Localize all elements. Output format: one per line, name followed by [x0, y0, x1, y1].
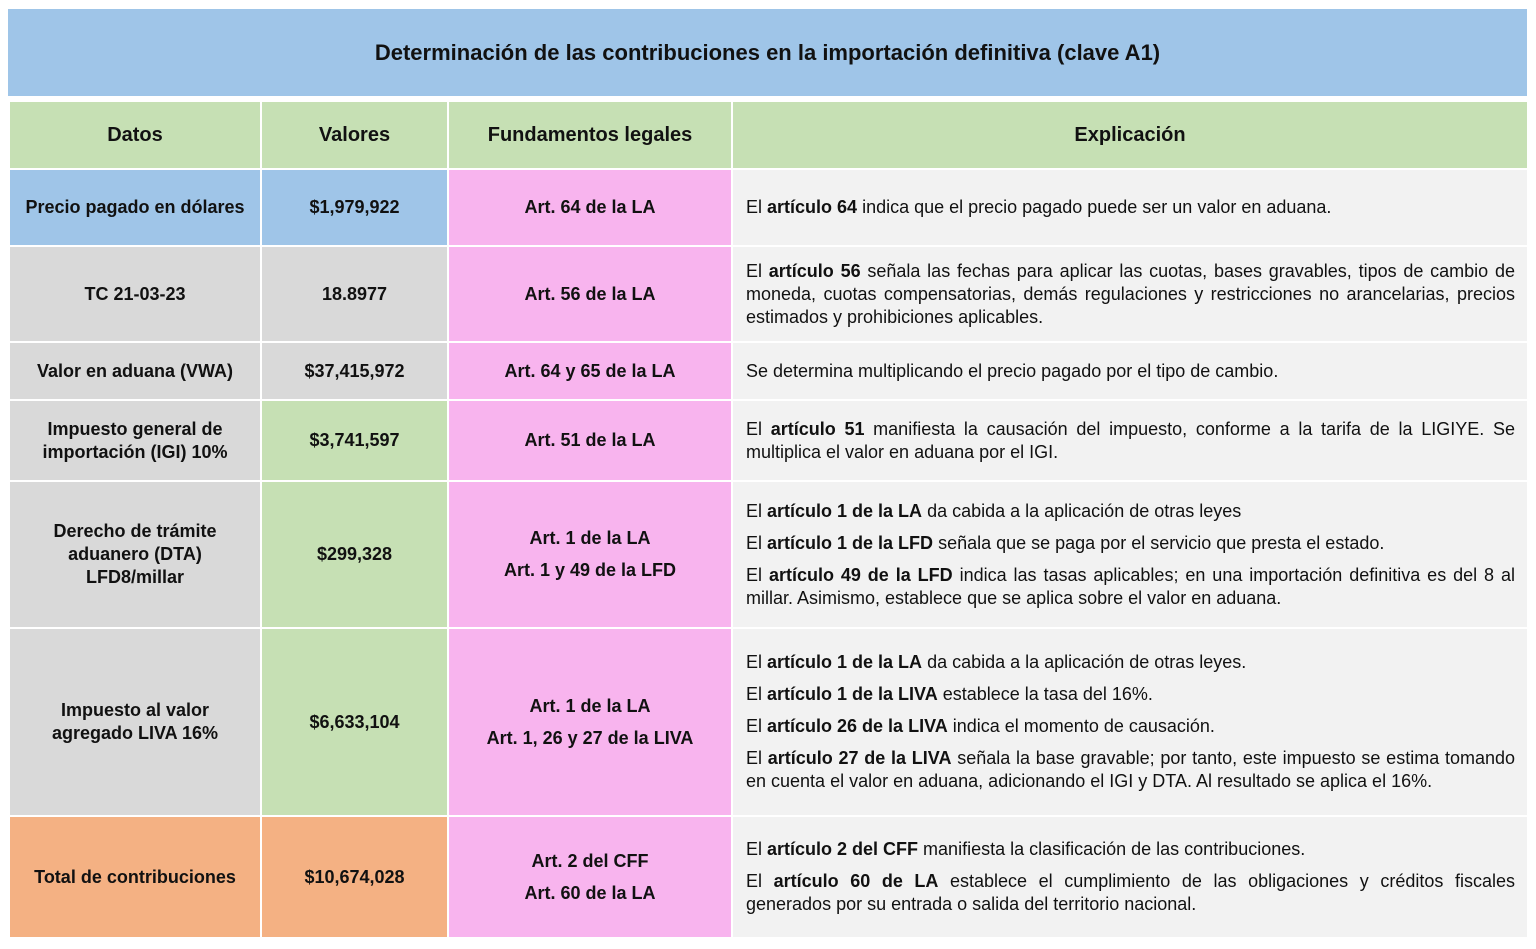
- fundamento-cell: [448, 816, 732, 938]
- valor-cell: $6,633,104: [261, 628, 448, 816]
- fundamento-line: Art. 1, 26 y 27 de la LIVA: [486, 727, 694, 748]
- document-title: Determinación de las contribuciones en la importación definitiva (clave A1): [8, 9, 1527, 100]
- exp-text: manifiesta la causación del impuesto, conforme a la tarifa de la LIGIYE. Se multiplica el valor en aduana por el IGI.: [746, 418, 1515, 462]
- fundamento-line: Art. 2 del CFF: [531, 850, 649, 871]
- explicacion-cell: [732, 481, 1528, 628]
- explicacion-paragraph: [746, 651, 1515, 674]
- fundamento-line: Art. 56 de la LA: [524, 283, 656, 304]
- explicacion-cell: [732, 169, 1528, 246]
- exp-text: El: [746, 532, 768, 553]
- exp-bold: artículo 56: [768, 260, 861, 281]
- fundamento-cell: [448, 169, 732, 246]
- exp-bold: artículo 60 de LA: [773, 871, 939, 891]
- header-valores: Valores: [261, 101, 448, 169]
- valor-cell: $1,979,922: [261, 169, 448, 246]
- explicacion-paragraph: [746, 260, 1515, 329]
- exp-text: Se determina multiplicando el precio pagado por el tipo de cambio.: [746, 360, 1279, 381]
- exp-text: da cabida a la aplicación de otras leyes: [922, 500, 1242, 521]
- exp-text: establece la tasa del 16%.: [937, 684, 1153, 704]
- fundamento-cell: [448, 481, 732, 628]
- explicacion-cell: [732, 400, 1528, 481]
- header-explicacion: Explicación: [732, 101, 1528, 169]
- exp-bold: artículo 64: [767, 197, 858, 217]
- explicacion-cell: [732, 342, 1528, 400]
- exp-bold: artículo 27 de la LIVA: [767, 748, 952, 768]
- explicacion-paragraph: [746, 838, 1515, 861]
- fundamento-cell: [448, 342, 732, 400]
- contributions-table: [8, 100, 1529, 939]
- exp-text: señala la base gravable; por tanto, este impuesto se estima tomando en cuenta el valor en aduana, adicionando el IGI y DTA. Al resultado se aplica el 16%.: [746, 748, 1515, 791]
- dato-cell: Impuesto general de importación (IGI) 10%: [9, 400, 261, 481]
- explicacion-paragraph: [746, 196, 1515, 219]
- exp-text: El: [746, 748, 768, 768]
- explicacion-paragraph: [746, 360, 1515, 383]
- contributions-document: [8, 9, 1527, 939]
- fundamento-line: Art. 64 y 65 de la LA: [504, 360, 676, 381]
- exp-text: El: [746, 652, 768, 672]
- exp-text: El: [746, 260, 769, 281]
- explicacion-paragraph: [746, 418, 1515, 464]
- exp-text: indica las tasas aplicables; en una importación definitiva es del 8 al millar. Asimismo, establece que se aplica sobre el valor en aduana.: [746, 564, 1515, 608]
- dato-cell: Total de contribuciones: [9, 816, 261, 938]
- exp-bold: artículo 26 de la LIVA: [767, 716, 948, 736]
- explicacion-paragraph: [746, 870, 1515, 916]
- header-row: [9, 101, 1528, 169]
- valor-cell: 18.8977: [261, 246, 448, 342]
- explicacion-paragraph: [746, 747, 1515, 793]
- fundamento-line: Art. 60 de la LA: [524, 882, 656, 903]
- exp-text: indica el momento de causación.: [947, 716, 1215, 736]
- dato-cell: TC 21-03-23: [9, 246, 261, 342]
- explicacion-cell: [732, 816, 1528, 938]
- exp-bold: artículo 51: [770, 418, 865, 439]
- table-row: [9, 816, 1528, 938]
- dato-cell: Impuesto al valor agregado LIVA 16%: [9, 628, 261, 816]
- fundamento-cell: [448, 628, 732, 816]
- exp-bold: artículo 1 de la LA: [767, 500, 923, 521]
- fundamento-cell: [448, 246, 732, 342]
- fundamento-line: Art. 1 de la LA: [529, 528, 651, 548]
- explicacion-cell: [732, 246, 1528, 342]
- exp-text: manifiesta la clasificación de las contribuciones.: [918, 839, 1306, 859]
- exp-text: El: [746, 500, 768, 521]
- dato-cell: Derecho de trámite aduanero (DTA) LFD8/millar: [9, 481, 261, 628]
- exp-text: El: [746, 564, 769, 585]
- explicacion-paragraph: [746, 683, 1515, 706]
- exp-text: El: [746, 716, 768, 736]
- table-row: [9, 246, 1528, 342]
- explicacion-paragraph: [746, 500, 1515, 523]
- valor-cell: $37,415,972: [261, 342, 448, 400]
- valor-cell: $10,674,028: [261, 816, 448, 938]
- explicacion-paragraph: [746, 715, 1515, 738]
- explicacion-paragraph: [746, 532, 1515, 555]
- fundamento-line: Art. 1 de la LA: [529, 695, 651, 716]
- fundamento-line: Art. 51 de la LA: [524, 430, 656, 450]
- exp-bold: artículo 49 de la LFD: [768, 564, 953, 585]
- header-datos: Datos: [9, 101, 261, 169]
- exp-text: da cabida a la aplicación de otras leyes.: [922, 652, 1247, 672]
- fundamento-line: Art. 64 de la LA: [524, 197, 656, 217]
- exp-text: El: [746, 871, 774, 891]
- table-row: [9, 628, 1528, 816]
- exp-text: señala las fechas para aplicar las cuotas, bases gravables, tipos de cambio de moneda, cuotas compensatorias, demás regulaciones y restricciones no arancelarias, precios estimados y prohibiciones aplicables.: [746, 260, 1515, 327]
- valor-cell: $299,328: [261, 481, 448, 628]
- exp-text: El: [746, 684, 768, 704]
- table-row: [9, 400, 1528, 481]
- exp-text: señala que se paga por el servicio que presta el estado.: [933, 532, 1385, 553]
- valor-cell: $3,741,597: [261, 400, 448, 481]
- exp-text: indica que el precio pagado puede ser un valor en aduana.: [857, 197, 1332, 217]
- exp-bold: artículo 1 de la LA: [767, 652, 923, 672]
- exp-bold: artículo 1 de la LFD: [767, 532, 934, 553]
- header-fundamentos: Fundamentos legales: [448, 101, 732, 169]
- exp-bold: artículo 1 de la LIVA: [767, 684, 938, 704]
- table-row: [9, 481, 1528, 628]
- exp-text: El: [746, 839, 768, 859]
- exp-text: El: [746, 418, 771, 439]
- explicacion-cell: [732, 628, 1528, 816]
- fundamento-line: Art. 1 y 49 de la LFD: [503, 560, 677, 580]
- table-row: [9, 342, 1528, 400]
- explicacion-paragraph: [746, 564, 1515, 610]
- fundamento-cell: [448, 400, 732, 481]
- dato-cell: Valor en aduana (VWA): [9, 342, 261, 400]
- exp-bold: artículo 2 del CFF: [767, 839, 919, 859]
- table-row: [9, 169, 1528, 246]
- exp-text: El: [746, 197, 768, 217]
- dato-cell: Precio pagado en dólares: [9, 169, 261, 246]
- exp-text: establece el cumplimiento de las obligaciones y créditos fiscales generados por su entrada o salida del territorio nacional.: [746, 871, 1515, 914]
